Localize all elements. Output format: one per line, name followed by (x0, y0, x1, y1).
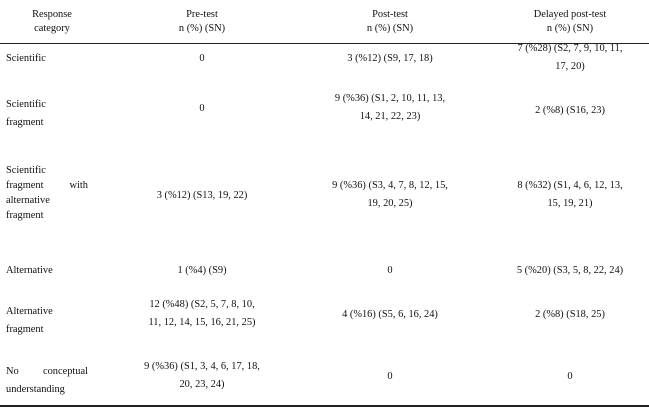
row-alternative-pre: 1 (%4) (S9) (177, 265, 227, 276)
row-scientific-pre: 0 (199, 53, 205, 64)
row-alternative-delayed: 5 (%20) (S3, 5, 8, 22, 24) (516, 265, 624, 276)
row-scientific-alt-fragment-category: Scientific fragment with alternative fragment (6, 165, 88, 221)
row-alternative-fragment-delayed: 2 (%8) (S18, 25) (535, 309, 605, 320)
row-scientific-fragment-delayed: 2 (%8) (S16, 23) (535, 105, 605, 116)
row-alternative-fragment-pre: 12 (%48) (S2, 5, 7, 8, 10, 11, 12, 14, 15, 16, 21, 25) (148, 299, 256, 328)
row-alternative-category: Alternative (6, 265, 53, 276)
header-response-category: Response category (32, 9, 72, 34)
row-scientific-fragment-category: Scientific fragment (6, 99, 46, 128)
row-scientific-delayed: 7 (%28) (S2, 7, 9, 10, 11, 17, 20) (517, 43, 623, 72)
row-alternative-post: 0 (387, 265, 393, 276)
row-scientific-fragment-post: 9 (%36) (S1, 2, 10, 11, 13, 14, 21, 22, 23) (334, 93, 446, 122)
header-delayed-post-test: Delayed post-test n (%) (SN) (533, 9, 607, 34)
header-post-test: Post-test n (%) (SN) (366, 9, 414, 34)
row-alternative-fragment-post: 4 (%16) (S5, 6, 16, 24) (342, 309, 438, 320)
row-scientific-fragment-pre: 0 (199, 103, 205, 114)
row-scientific-alt-fragment-post: 9 (%36) (S3, 4, 7, 8, 12, 15, 19, 20, 25) (332, 180, 448, 209)
footer-rule (0, 405, 649, 407)
header-pre-test: Pre-test n (%) (SN) (178, 9, 226, 34)
row-scientific-alt-fragment-delayed: 8 (%32) (S1, 4, 6, 12, 13, 15, 19, 21) (517, 180, 623, 209)
row-no-conceptual-post: 0 (387, 371, 393, 382)
row-no-conceptual-delayed: 0 (567, 371, 573, 382)
row-scientific-alt-fragment-pre: 3 (%12) (S13, 19, 22) (156, 190, 248, 201)
row-no-conceptual-category: No conceptual understanding (6, 366, 88, 395)
row-alternative-fragment-category: Alternative fragment (6, 306, 53, 335)
row-scientific-category: Scientific (6, 53, 46, 64)
row-no-conceptual-pre: 9 (%36) (S1, 3, 4, 6, 17, 18, 20, 23, 24) (144, 361, 260, 390)
row-scientific-post: 3 (%12) (S9, 17, 18) (347, 53, 433, 64)
